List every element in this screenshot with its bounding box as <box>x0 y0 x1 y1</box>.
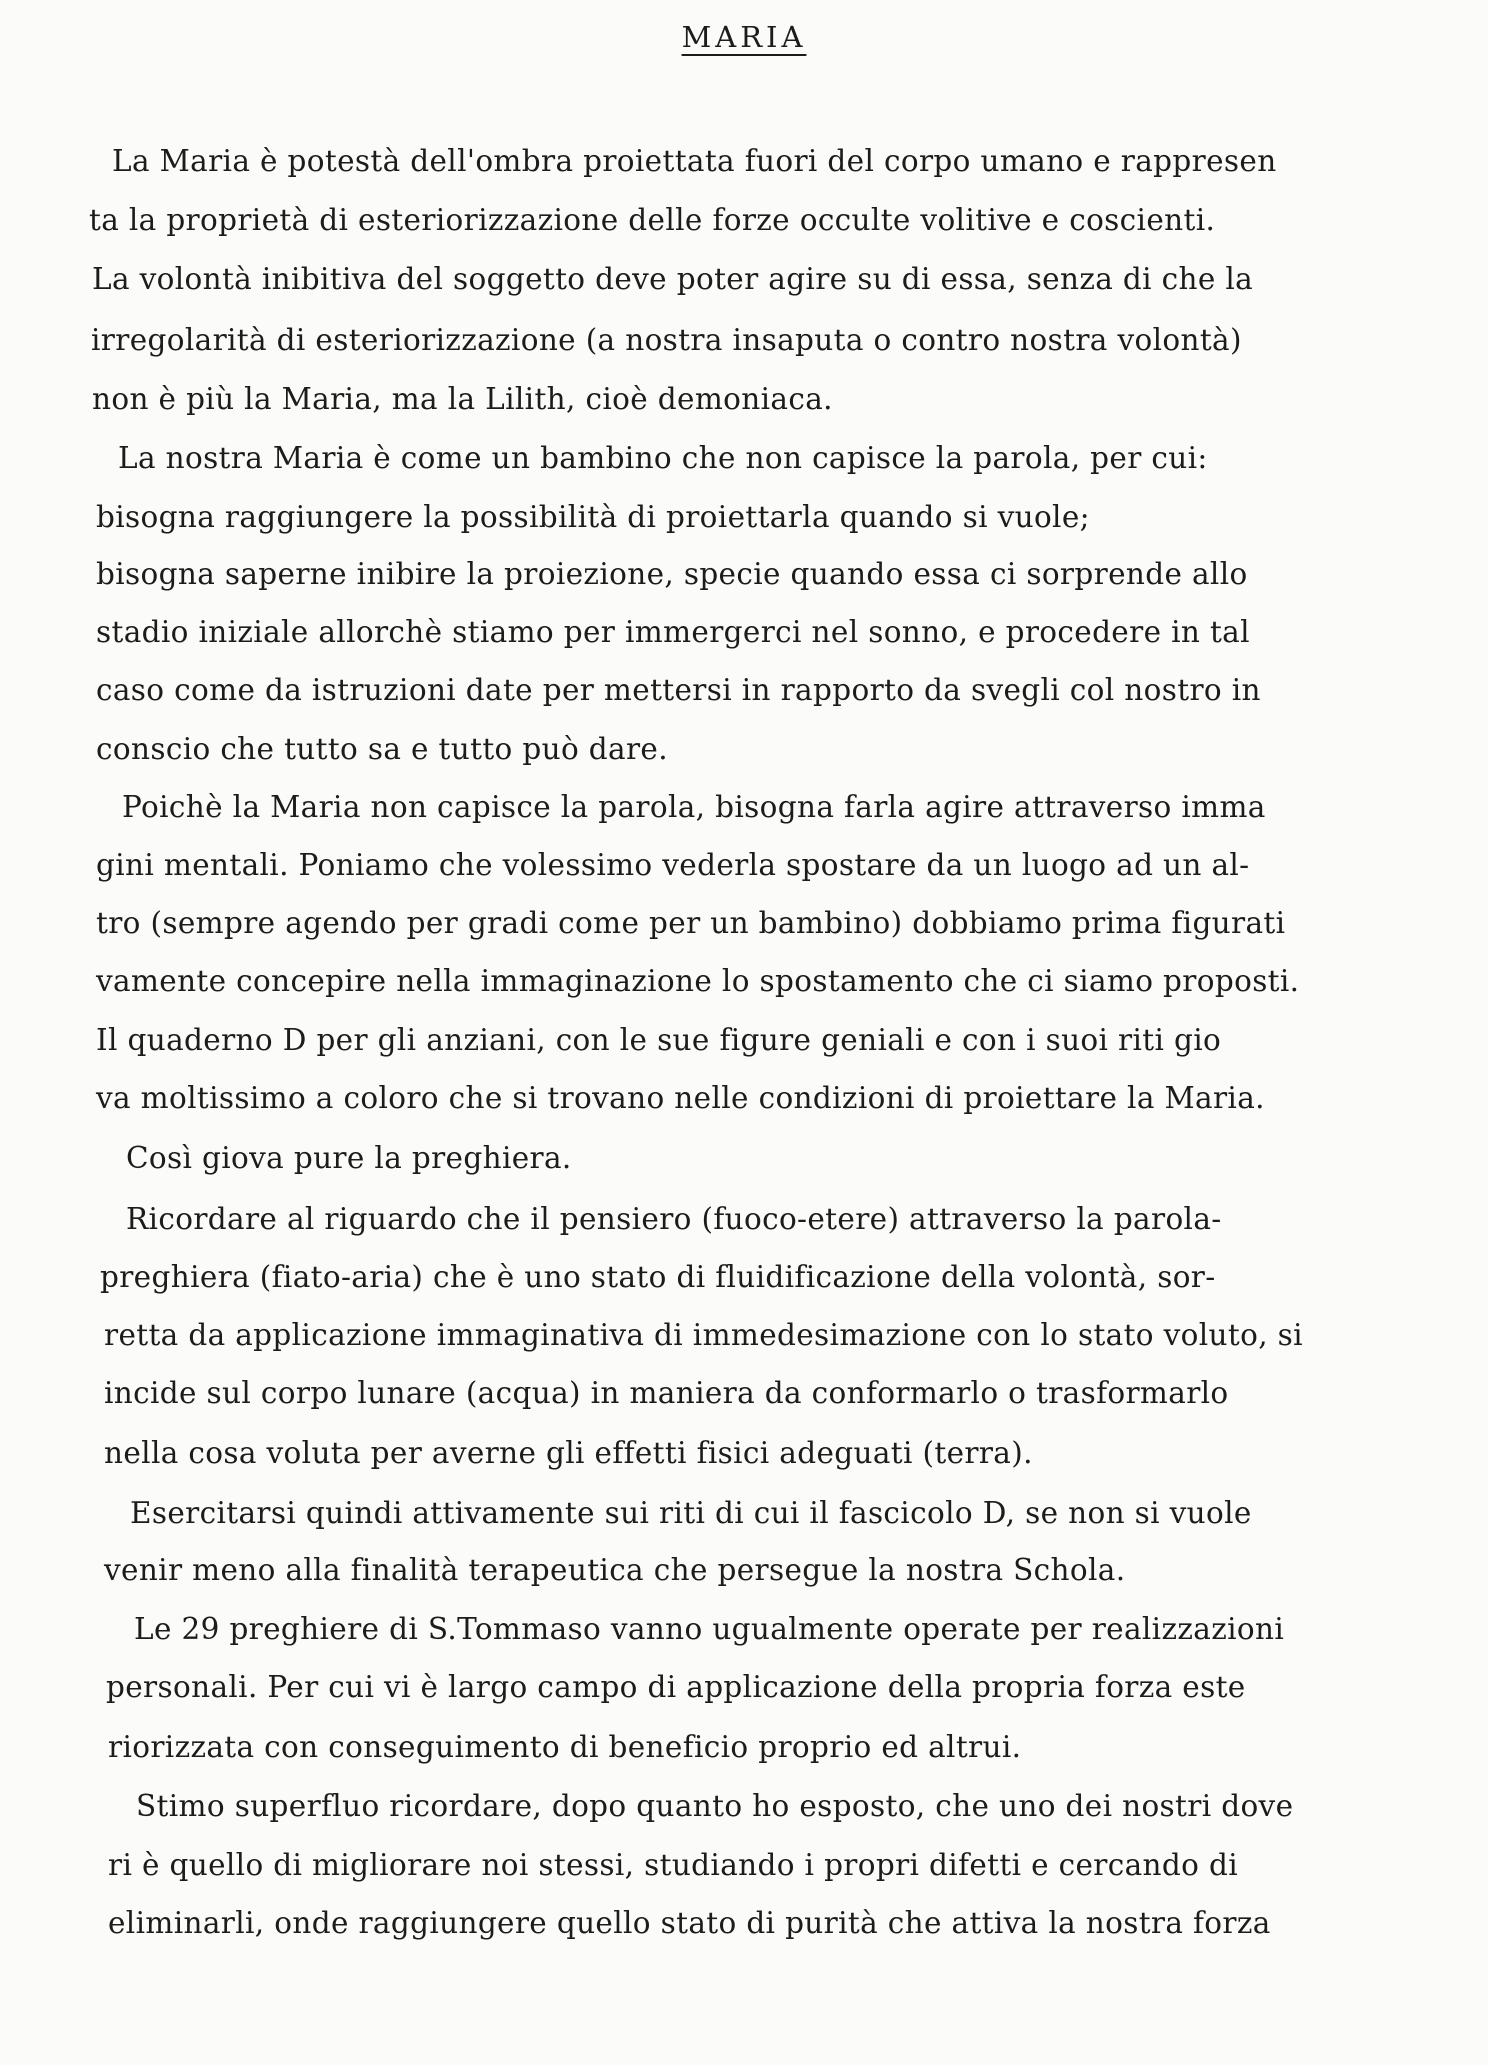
text-line: preghiera (fiato-aria) che è uno stato di fluidificazione della volontà, sor- <box>100 1260 1216 1294</box>
text-line: Le 29 preghiere di S.Tommaso vanno ugualmente operate per realizzazioni <box>134 1612 1285 1646</box>
text-line: nella cosa voluta per averne gli effetti fisici adeguati (terra). <box>104 1436 1033 1470</box>
text-line: Stimo superfluo ricordare, dopo quanto ho esposto, che uno dei nostri dove <box>136 1789 1294 1823</box>
text-line: conscio che tutto sa e tutto può dare. <box>96 732 668 766</box>
page-title: MARIA <box>681 20 807 54</box>
text-line: vamente concepire nella immaginazione lo spostamento che ci siamo proposti. <box>96 964 1300 998</box>
text-line: ri è quello di migliorare noi stessi, studiando i propri difetti e cercando di <box>108 1848 1238 1882</box>
text-line: eliminarli, onde raggiungere quello stato di purità che attiva la nostra forza <box>108 1906 1271 1940</box>
text-line: La volontà inibitiva del soggetto deve poter agire su di essa, senza di che la <box>92 262 1254 296</box>
text-line: personali. Per cui vi è largo campo di applicazione della propria forza este <box>106 1670 1246 1704</box>
text-line: non è più la Maria, ma la Lilith, cioè demoniaca. <box>92 382 833 416</box>
text-line: Esercitarsi quindi attivamente sui riti di cui il fascicolo D, se non si vuole <box>130 1496 1252 1530</box>
text-line: bisogna raggiungere la possibilità di proiettarla quando si vuole; <box>96 500 1090 534</box>
text-line: caso come da istruzioni date per mettersi in rapporto da svegli col nostro in <box>96 673 1261 707</box>
text-line: va moltissimo a coloro che si trovano nelle condizioni di proiettare la Maria. <box>96 1081 1265 1115</box>
text-line: stadio iniziale allorchè stiamo per immergerci nel sonno, e procedere in tal <box>96 615 1250 649</box>
text-line: retta da applicazione immaginativa di immedesimazione con lo stato voluto, si <box>104 1318 1303 1352</box>
text-line: gini mentali. Poniamo che volessimo vederla spostare da un luogo ad un al- <box>96 848 1250 882</box>
text-line: tro (sempre agendo per gradi come per un bambino) dobbiamo prima figurati <box>96 906 1286 940</box>
text-line: riorizzata con conseguimento di beneficio proprio ed altrui. <box>108 1730 1022 1764</box>
text-line: incide sul corpo lunare (acqua) in maniera da conformarlo o trasformarlo <box>104 1376 1229 1410</box>
text-line: Poichè la Maria non capisce la parola, bisogna farla agire attraverso imma <box>122 790 1266 824</box>
text-line: venir meno alla finalità terapeutica che persegue la nostra Schola. <box>104 1553 1126 1587</box>
text-line: irregolarità di esteriorizzazione (a nostra insaputa o contro nostra volontà) <box>91 323 1242 357</box>
text-line: La nostra Maria è come un bambino che non capisce la parola, per cui: <box>118 441 1208 475</box>
text-line: Così giova pure la preghiera. <box>126 1141 572 1175</box>
text-line: Ricordare al riguardo che il pensiero (fuoco-etere) attraverso la parola- <box>126 1202 1222 1236</box>
text-line: bisogna saperne inibire la proiezione, specie quando essa ci sorprende allo <box>96 557 1248 591</box>
text-line: La Maria è potestà dell'ombra proiettata fuori del corpo umano e rappresen <box>112 144 1277 178</box>
text-line: Il quaderno D per gli anziani, con le sue figure geniali e con i suoi riti gio <box>96 1023 1222 1057</box>
text-line: ta la proprietà di esteriorizzazione delle forze occulte volitive e coscienti. <box>89 203 1216 237</box>
